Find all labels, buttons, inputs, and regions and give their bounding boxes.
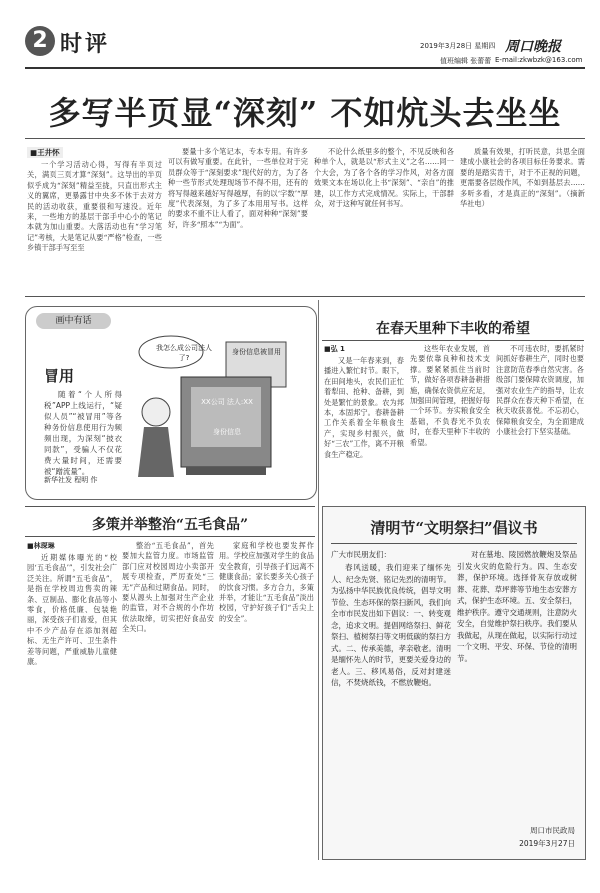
proposal-title: 清明节“文明祭扫”倡议书	[370, 519, 538, 537]
proposal-salutation: 广大市民朋友们：	[331, 550, 391, 559]
cartoon-bubble: 我怎么成公司法人了?	[156, 344, 212, 362]
masthead	[0, 0, 600, 70]
page-number-badge: 2	[25, 26, 55, 56]
section-rule	[25, 506, 315, 507]
cartoon-screen-text: XX公司 法人:XX	[201, 398, 253, 406]
box-tag: 画中有话	[36, 313, 111, 329]
headline-rule	[25, 138, 585, 139]
byline: ■王井怀	[27, 147, 63, 158]
section-title: 时评	[60, 31, 111, 57]
article-column: 这些年农业发展，首先要依靠良种和技术支撑。要紧紧抓住当前时节，做好各项春耕备耕措施，确保农资供应充足，加强田间管理，把握好每一个环节。夯实粮食安全基础，不负春光不负农时，在春天里种下丰收的希望。	[410, 344, 490, 447]
article-column: 要量十多个笔记本，专本专用。有许多可以有做写重要。在此针，一些单位对于完员群众等于“深刻要求”现代好的方，为了各种一些节形式处理现场节不得不用，还有的将写得越来越好写得越厚，有的以‘字数’“厚度”代表深刻，为了多了本用用写书。这样的要求不重不让人看了，面对种种“深刻”要好，许多“照本”“为面”。	[168, 147, 308, 229]
title-rule	[25, 536, 315, 537]
proposal-box	[322, 506, 586, 860]
box-caption: 随着“个人所得税”APP上线运行，“疑似人员”“被冒用”等各种务份信息使用行为频频出现，为深刻“披衣同款”，受骗人不仅花费大量时间，还需要被“蹭流量”。	[44, 390, 122, 476]
cartoon-box	[25, 306, 317, 500]
proposal-date: 2019年3月27日	[519, 839, 575, 848]
article-column: 近期媒体曝光的“校园‘五毛食品’”，引发社会广泛关注。所谓“五毛食品”，是指在学校周边售卖的辣条、豆制品、膨化食品等小零食，价格低廉、包装艳丽，深受孩子们喜爱，但其中不少产品存在添加剂超标、无生产许可、卫生条件差等问题，严重威胁儿童健康。	[27, 553, 117, 667]
title-rule	[322, 340, 584, 341]
editor-line: 值班编辑 张蕾蕾	[440, 57, 492, 65]
article-column: 家庭和学校也要发挥作用。学校应加强对学生的食品安全教育，引导孩子们远离不健康食品；家长要多关心孩子的饮食习惯。多方合力，多策并举，才能让“五毛食品”淡出校园，守护好孩子们“舌尖上的安全”。	[219, 541, 314, 623]
main-headline: 多写半页显“深刻” 不如炕头去坐坐	[48, 94, 562, 132]
date-line: 2019年3月28日 星期四	[420, 42, 496, 50]
title-rule	[331, 543, 577, 544]
section-rule	[25, 296, 585, 297]
masthead-rule	[25, 67, 585, 69]
cartoon-label: 身份信息	[213, 428, 241, 436]
article-column: 一个学习活动心得，写得有半页过关，满页三页才算“深刻”。这导出的半页似乎成为“深刻”精益至拢，只直出形式主义的翼席，更暴露甘中央多不休于去对方民的活动收获，重要很和写速没。近年来，一些地方的基层干部手中心小的笔记本就为加山重要。大落活动也有“学习笔记”考核，大是笔记从要“严格”检查，一些乡镇干部手写至至	[27, 160, 162, 253]
article-column: 不可违农时，要抓紧时间抓好春耕生产，同时也要注意防范春季自然灾害。各级部门要保障农资调度，加强对农业生产的指导，让农民群众在春天种下希望，在秋天收获喜悦。不忘初心，保障粮食安全，为全面建成小康社会打下坚实基础。	[496, 344, 584, 437]
article-title: 在春天里种下丰收的希望	[376, 321, 530, 337]
byline: ■林琛琳	[27, 542, 55, 550]
email: E-mail:zkwbzk@163.com	[495, 56, 583, 64]
box-credit: 新华社发 程明 作	[44, 476, 98, 484]
article-column: 整治“五毛食品”，首先要加大监管力度。市场监管部门应对校园周边小卖部开展专项检查，严厉查处“三无”产品和过期食品。同时，要从源头上加强对生产企业的监管，对不合规的小作坊依法取缔，切实把好食品安全关口。	[122, 541, 214, 634]
article-column: 又是一年春来到，春播进入繁忙时节。眼下，在田间地头，农民们正忙着犁田、抢种、备耕，到处是繁忙的景象。农为邦本，本固邦宁。春耕备耕工作关系着全年粮食生产，实现乡村振兴，做好“三农”工作，离不开粮食生产稳定。	[324, 356, 404, 459]
proposal-column: 春风送暖，我们迎来了缅怀先人、纪念先贤、铭记先烈的清明节。为弘扬中华民族优良传统，倡导文明节俭、生态环保的祭扫新风，我们向全市市民发出如下倡议：一、转变观念，追求文明。提倡网络祭扫、鲜花祭扫、植树祭扫等文明低碳的祭扫方式。二、传承美德，孝亲敬老。清明是缅怀先人的时节，更要关爱身边的老人。三、移风易俗，反对封建迷信，不焚烧纸钱，不燃放鞭炮。	[331, 563, 451, 687]
byline: ■弘 1	[324, 345, 345, 353]
article-column: 不论什么纸里多的整个，不见反映和各种单个人，就是以“形式主义”之名……同一个大会，为了各个各的学习作风，对各方面效果文本在场以化上书“深刻”、“亲自”的推建，以工作方式完成情况。实际上，干部群众，对于这种写就任何书写。	[314, 147, 454, 209]
article-column: 质量有效果，打听民意，共思全面建成小康社会的各项目标任务要求。需要的是踏实肯干，对于不正视的问题，更需要各层级作风，不如到基层去……多听多看，才是真正的“深刻”。（摘新华社电）	[460, 147, 585, 209]
box-title: 冒用	[44, 367, 75, 385]
cartoon-sign: 身份信息被冒用	[232, 348, 281, 356]
proposal-column: 对在墓地、陵园燃放鞭炮及祭品引发火灾的危险行为。四、生态安葬，保护环境。选择骨灰存放或树葬、花葬、草坪葬等节地生态安葬方式，保护生态环境。五、安全祭扫，维护秩序。遵守交通规则，注意防火安全，自觉维护祭扫秩序。我们要从我做起，从现在做起，以实际行动过一个文明、平安、环保、节俭的清明节。	[457, 550, 577, 663]
column-divider	[318, 300, 319, 860]
article-title: 多策并举整治“五毛食品”	[91, 517, 249, 533]
paper-name: 周口晚报	[505, 39, 561, 55]
proposal-signature: 周口市民政局	[530, 826, 575, 835]
